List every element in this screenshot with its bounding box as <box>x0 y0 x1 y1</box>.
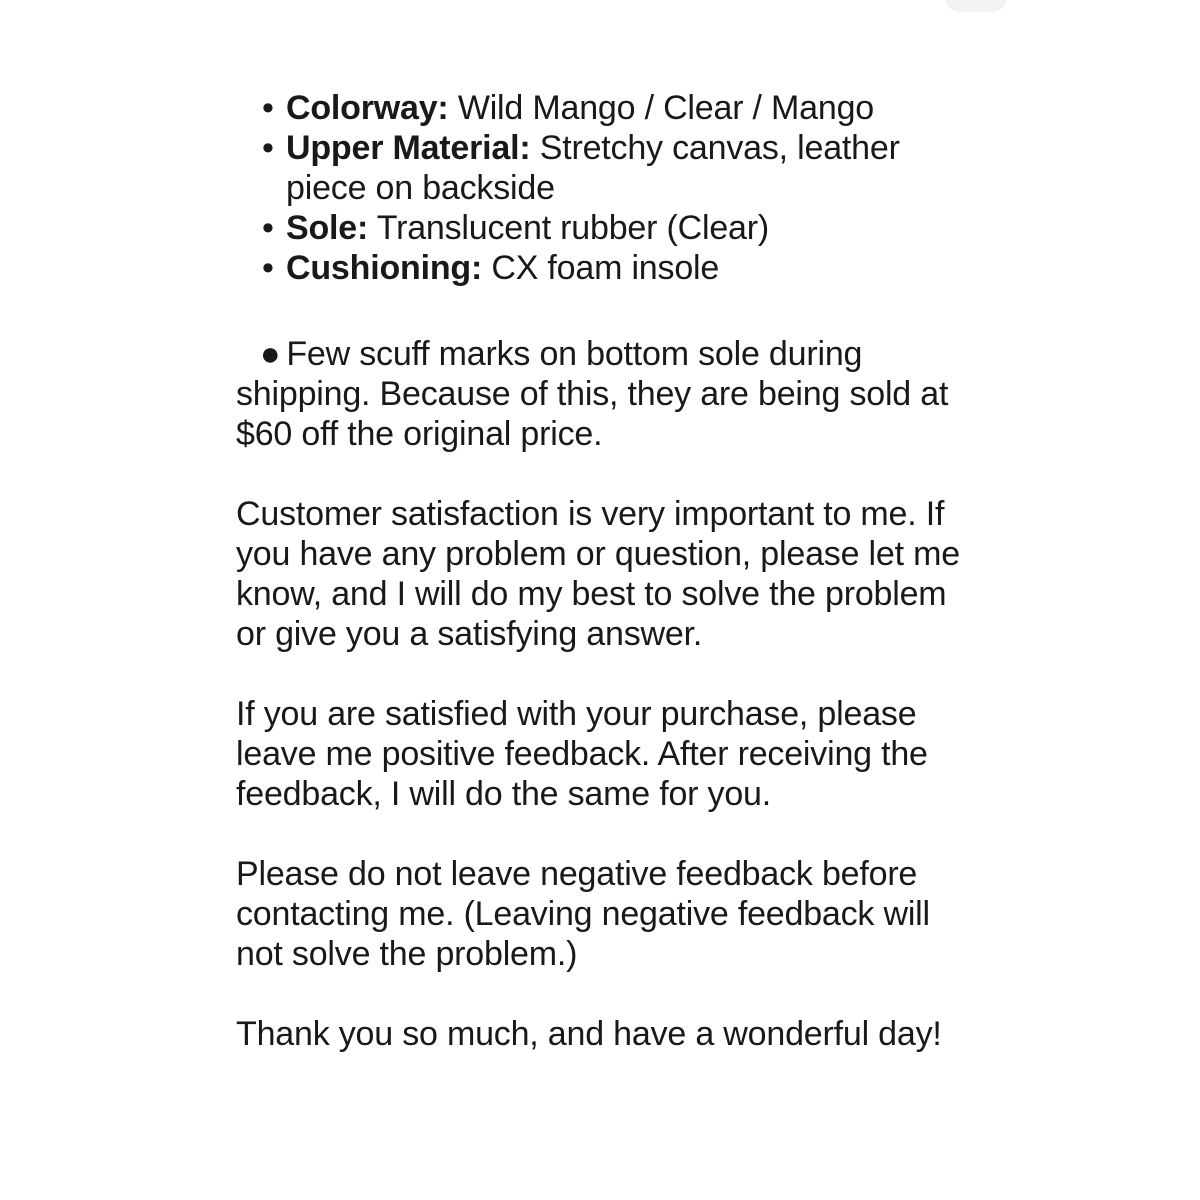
bullet-icon: • <box>262 129 274 167</box>
paragraph-customer-satisfaction: Customer satisfaction is very important to me. If you have any problem or question, please let me know, and I will do my best to solve the problem or give you a satisfying answer. <box>236 495 960 653</box>
spec-value: CX foam insole <box>491 249 720 287</box>
condition-note-text: Few scuff marks on bottom sole during shipping. Because of this, they are being sold at $60 off the original price. <box>236 335 949 453</box>
spec-item-colorway <box>262 88 976 128</box>
bullet-icon: • <box>262 209 274 247</box>
spec-label: Upper Material: <box>286 129 531 167</box>
spec-value: Translucent rubber (Clear) <box>376 209 770 247</box>
spec-label: Colorway: <box>286 89 449 127</box>
spec-item-upper-material <box>262 128 976 208</box>
paragraph-negative-feedback: Please do not leave negative feedback before contacting me. (Leaving negative feedback will not solve the problem.) <box>236 855 930 973</box>
spec-value: Stretchy canvas, leather piece on backside <box>286 129 900 207</box>
bullet-icon: • <box>262 249 274 287</box>
top-pill-handle <box>944 0 1008 12</box>
spec-list <box>236 88 976 288</box>
spec-item-sole <box>262 208 976 248</box>
condition-note <box>236 334 976 454</box>
spec-value: Wild Mango / Clear / Mango <box>457 89 875 127</box>
spec-label: Cushioning: <box>286 249 483 287</box>
listing-description <box>236 88 976 1054</box>
spec-item-cushioning <box>262 248 976 288</box>
bullet-icon: • <box>262 89 274 127</box>
spec-label: Sole: <box>286 209 369 247</box>
note-bullet-icon: ● <box>260 335 281 373</box>
paragraph-positive-feedback: If you are satisfied with your purchase, please leave me positive feedback. After receiving the feedback, I will do the same for you. <box>236 695 928 813</box>
paragraph-thank-you: Thank you so much, and have a wonderful day! <box>236 1015 942 1053</box>
